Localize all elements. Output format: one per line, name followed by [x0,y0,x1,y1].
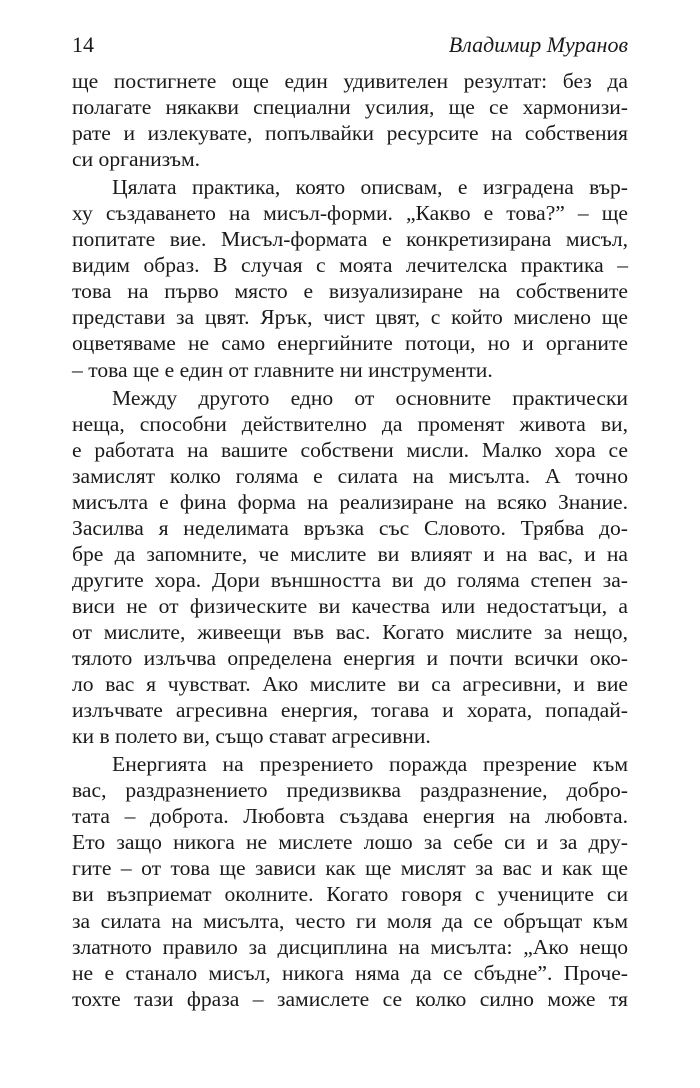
paragraph [72,68,628,172]
text-line: Ето защо никога не мислете лошо за себе си и за дру- [72,830,628,855]
text-line: мисълта е фина форма на реализиране на всяко Знание. [72,489,628,514]
page-number: 14 [72,32,94,57]
text-line: е работата на вашите собствени мисли. Малко хора се [72,437,628,462]
book-page [72,30,628,1012]
text-line: тялото излъчва определена енергия и почти всички око- [72,646,628,671]
text-line: полагате някакви специални усилия, ще се хармонизи- [72,95,628,120]
paragraph [72,174,628,382]
text-line: за силата на мисълта, често ги моля да се обръщат към [72,908,628,933]
text-line: Засилва я неделимата връзка със Словото. Трябва до- [72,515,628,540]
text-line: видим образ. В случая с моята лечителска практика – [72,253,628,278]
text-line: от мислите, живеещи във вас. Когато мислите за нещо, [72,619,628,644]
text-line: ви възприемат околните. Когато говоря с учениците си [72,882,628,907]
text-line: това на първо място е визуализиране на собствените [72,279,628,304]
text-line: – това ще е един от главните ни инструменти. [72,357,493,382]
text-line: си организъм. [72,147,201,172]
text-line: гите – от това ще зависи как ще мислят за вас и как ще [72,856,628,881]
text-line: вас, раздразнението предизвиква раздразнение, добро- [72,778,628,803]
text-line: тохте тази фраза – замислете се колко силно може тя [72,986,628,1011]
paragraph [72,751,628,1011]
text-line: замислят колко голяма е силата на мисълта. А точно [72,463,628,488]
text-line: оцветяваме не само енергийните потоци, но и органите [72,331,628,356]
text-line: ло вас я чувстват. Ако мислите ви са агресивни, и вие [72,672,628,697]
text-line: неща, способни действително да променят живота ви, [72,411,628,436]
text-line: представи за цвят. Ярък, чист цвят, с който мислено ще [72,305,628,330]
text-line: бре да запомните, че мислите ви влияят и на вас, и на [72,541,628,566]
text-line: излъчвате агресивна енергия, тогава и хората, попадай- [72,698,628,723]
text-line: златното правило за дисциплина на мисълта: „Ако нещо [72,934,628,959]
running-title: Владимир Муранов [448,32,628,57]
text-line: другите хора. Дори външността ви до голяма степен за- [72,567,628,592]
text-line: не е станало мисъл, никога няма да се сбъдне”. Проче- [72,960,628,985]
text-line: Между другото едно от основните практически [112,385,628,410]
text-line: Енергията на презрението поражда презрение към [112,752,628,777]
text-line: виси не от физическите ви качества или недостатъци, а [72,593,628,618]
text-line: ще постигнете още един удивителен резултат: без да [72,69,628,93]
text-line: рате и излекувате, попълвайки ресурсите на собствения [72,121,628,146]
page-header [72,30,628,66]
text-line: тата – доброта. Любовта създава енергия на любовта. [72,804,628,829]
body-text [72,68,628,1012]
text-line: попитате вие. Мисъл-формата е конкретизирана мисъл, [72,227,628,252]
paragraph [72,385,628,750]
text-line: ху създаването на мисъл-форми. „Какво е това?” – ще [72,201,628,226]
text-line: ки в полето ви, също стават агресивни. [72,724,431,749]
text-line: Цялата практика, която описвам, е изградена вър- [112,175,628,200]
